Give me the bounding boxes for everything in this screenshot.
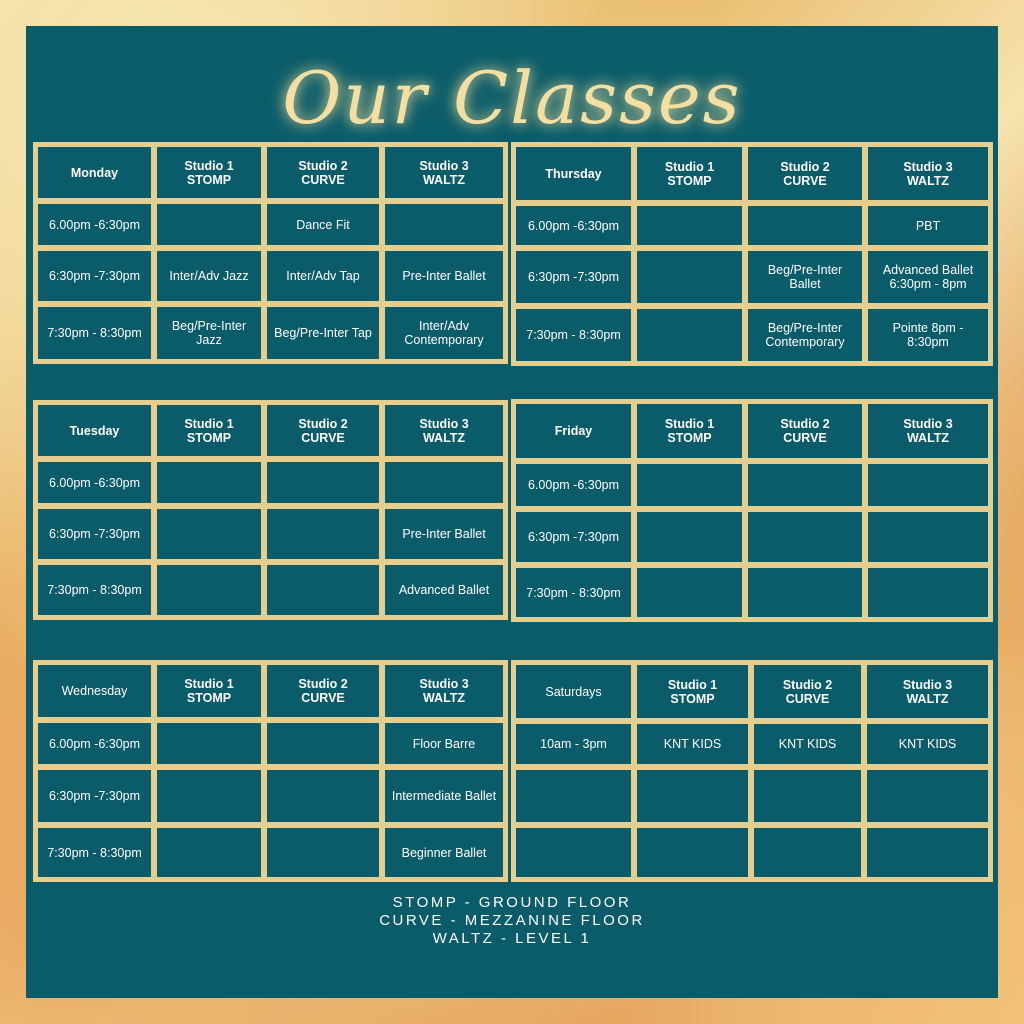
table-row [513,203,991,248]
class-cell [264,506,382,562]
class-cell [154,459,264,506]
class-cell [865,509,991,565]
time-cell: 6.00pm -6:30pm [35,720,154,767]
table-row [35,562,506,618]
day-header: Saturdays [513,662,634,721]
time-cell [513,825,634,880]
table-row [513,509,991,565]
class-cell: Beginner Ballet [382,825,506,880]
day-header: Friday [513,401,634,461]
legend-line: WALTZ - LEVEL 1 [432,930,592,947]
class-cell [745,565,865,620]
schedule-table-monday [35,144,506,362]
class-cell [865,461,991,509]
day-header: Thursday [513,144,634,203]
day-header: Tuesday [35,402,154,459]
class-cell [864,825,991,880]
studio3-header: Studio 3 WALTZ [382,144,506,201]
class-cell [382,201,506,248]
time-cell: 7:30pm - 8:30pm [35,304,154,362]
class-cell [154,506,264,562]
time-cell: 7:30pm - 8:30pm [513,306,634,364]
class-cell: Pointe 8pm - 8:30pm [865,306,991,364]
table-row [35,506,506,562]
class-cell: Advanced Ballet [382,562,506,618]
table-row [513,767,991,825]
time-cell: 7:30pm - 8:30pm [35,562,154,618]
time-cell: 6:30pm -7:30pm [35,506,154,562]
class-cell: KNT KIDS [751,721,864,767]
studio1-header: Studio 1 STOMP [154,402,264,459]
class-cell [154,825,264,880]
schedule-table-friday [513,401,991,620]
table-row [513,721,991,767]
class-cell [154,720,264,767]
class-cell [634,825,751,880]
time-cell [513,767,634,825]
studio3-header: Studio 3 WALTZ [382,662,506,720]
class-cell: Intermediate Ballet [382,767,506,825]
schedule-table-saturday [513,662,991,880]
table-row [35,459,506,506]
legend-line: CURVE - MEZZANINE FLOOR [379,912,645,929]
schedule-table-thursday [513,144,991,364]
studio2-header: Studio 2 CURVE [264,402,382,459]
class-cell [634,306,745,364]
time-cell: 6.00pm -6:30pm [35,459,154,506]
class-cell: Inter/Adv Tap [264,248,382,304]
schedule-panel [26,26,998,998]
table-row [513,565,991,620]
studio2-header: Studio 2 CURVE [745,144,865,203]
studio1-header: Studio 1 STOMP [154,662,264,720]
class-cell [264,720,382,767]
studio1-header: Studio 1 STOMP [154,144,264,201]
schedule-table-wednesday [35,662,506,880]
studio-legend [26,894,998,948]
table-row [513,248,991,306]
studio2-header: Studio 2 CURVE [264,144,382,201]
time-cell: 7:30pm - 8:30pm [35,825,154,880]
legend-line: STOMP - GROUND FLOOR [392,894,632,911]
time-cell: 6:30pm -7:30pm [513,509,634,565]
class-cell [634,248,745,306]
class-cell [154,562,264,618]
table-row [35,720,506,767]
class-cell: KNT KIDS [864,721,991,767]
table-row [513,825,991,880]
studio1-header: Studio 1 STOMP [634,144,745,203]
studio2-header: Studio 2 CURVE [751,662,864,721]
class-cell: Beg/Pre-Inter Ballet [745,248,865,306]
studio3-header: Studio 3 WALTZ [382,402,506,459]
class-cell: Pre-Inter Ballet [382,248,506,304]
class-cell: PBT [865,203,991,248]
class-cell [154,201,264,248]
class-cell [745,203,865,248]
class-cell: Beg/Pre-Inter Contemporary [745,306,865,364]
class-cell [264,459,382,506]
class-cell [634,203,745,248]
time-cell: 6:30pm -7:30pm [513,248,634,306]
class-cell: Dance Fit [264,201,382,248]
studio3-header: Studio 3 WALTZ [865,144,991,203]
schedule-table-tuesday [35,402,506,618]
class-cell [264,562,382,618]
time-cell: 7:30pm - 8:30pm [513,565,634,620]
day-header: Wednesday [35,662,154,720]
class-cell [865,565,991,620]
class-cell [382,459,506,506]
class-cell [634,565,745,620]
class-cell [154,767,264,825]
time-cell: 6.00pm -6:30pm [513,461,634,509]
table-row [35,201,506,248]
class-cell [864,767,991,825]
class-cell: Beg/Pre-Inter Jazz [154,304,264,362]
class-cell: Inter/Adv Contemporary [382,304,506,362]
studio3-header: Studio 3 WALTZ [865,401,991,461]
class-cell [745,509,865,565]
table-row [35,767,506,825]
table-row [513,461,991,509]
table-row [35,304,506,362]
class-cell: Pre-Inter Ballet [382,506,506,562]
time-cell: 6:30pm -7:30pm [35,248,154,304]
studio2-header: Studio 2 CURVE [264,662,382,720]
table-row [35,248,506,304]
class-cell: KNT KIDS [634,721,751,767]
class-cell [634,509,745,565]
class-cell [634,767,751,825]
class-cell [751,825,864,880]
class-cell: Advanced Ballet 6:30pm - 8pm [865,248,991,306]
class-cell: Floor Barre [382,720,506,767]
table-row [513,306,991,364]
class-cell: Beg/Pre-Inter Tap [264,304,382,362]
time-cell: 10am - 3pm [513,721,634,767]
day-header: Monday [35,144,154,201]
class-cell [264,825,382,880]
class-cell [745,461,865,509]
page-title: Our Classes [282,56,742,140]
class-cell [634,461,745,509]
studio1-header: Studio 1 STOMP [634,662,751,721]
studio3-header: Studio 3 WALTZ [864,662,991,721]
class-cell [264,767,382,825]
class-cell [751,767,864,825]
table-row [35,825,506,880]
studio1-header: Studio 1 STOMP [634,401,745,461]
class-cell: Inter/Adv Jazz [154,248,264,304]
time-cell: 6.00pm -6:30pm [35,201,154,248]
time-cell: 6.00pm -6:30pm [513,203,634,248]
time-cell: 6:30pm -7:30pm [35,767,154,825]
studio2-header: Studio 2 CURVE [745,401,865,461]
